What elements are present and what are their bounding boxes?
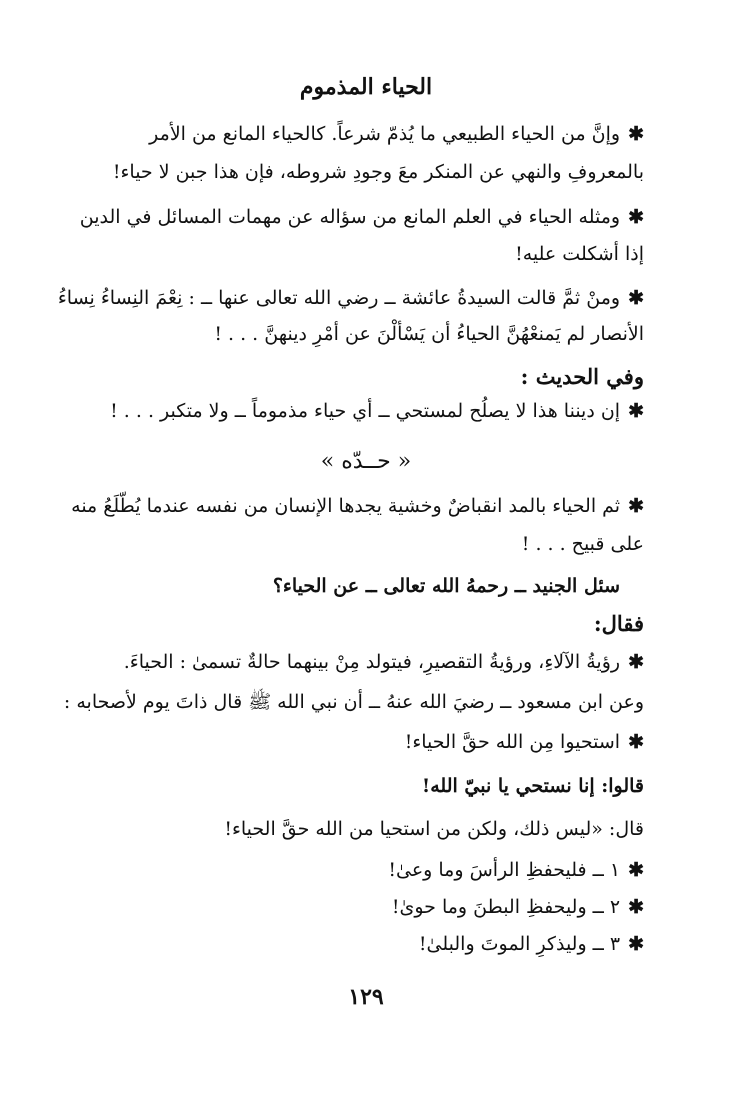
text-line-8: ✱إن ديننا هذا لا يصلُح لمستحي ــ أي حياء مذموماً ــ ولا متكبر . . . ! <box>110 400 644 422</box>
bullet-icon: ✱ <box>628 287 644 309</box>
list-item-2: ✱٢ ــ وليحفظِ البطنَ وما حوىٰ! <box>391 896 644 918</box>
section-separator: « حــدّه » <box>320 449 412 474</box>
bullet-icon: ✱ <box>628 651 644 673</box>
bullet-icon: ✱ <box>628 400 644 422</box>
text-line-10: ✱ثم الحياء بالمد انقباضٌ وخشية يجدها الإنسان من نفسه عندما يُطّلَعُ منه <box>71 495 644 517</box>
text-line-14: ✱رؤيةُ الآلاءِ، ورؤيةُ التقصيرِ، فيتولد مِنْ بينهما حالةٌ تسمىٰ : الحياءَ. <box>123 651 644 673</box>
text-line-3: ✱ومثله الحياء في العلم المانع من سؤاله عن مهمات المسائل في الدين <box>79 206 644 228</box>
page-title: الحياء المذموم <box>299 74 433 100</box>
text-line-5: ✱ومنْ ثمَّ قالت السيدةُ عائشة ــ رضي الله تعالى عنها ــ : نِعْمَ النِساءُ نِساءُ <box>57 287 644 309</box>
bullet-icon: ✱ <box>628 123 644 145</box>
text-line-1: ✱وإنَّ من الحياء الطبيعي ما يُذمّ شرعاً. كالحياء المانع من الأمر <box>149 123 644 145</box>
text-line-6: الأنصار لم يَمنعْهُنَّ الحياءُ أن يَسْألْنَ عن أمْرِ دينهنَّ . . . ! <box>214 323 644 345</box>
section-heading-faqal: فقال: <box>593 611 644 636</box>
page-number: ١٢٩ <box>348 984 384 1010</box>
text-line-16: ✱استحيوا مِن الله حقَّ الحياء! <box>404 731 644 753</box>
text-line-4: إذا أشكلت عليه! <box>515 243 644 265</box>
text-line-2: بالمعروفِ والنهي عن المنكر معَ وجودِ شروطه، فإن هذا جبن لا حياء! <box>112 161 644 183</box>
section-heading-hadith: وفي الحديث : <box>520 364 644 389</box>
text-line-17: قالوا: إنا نستحي يا نبيّ الله! <box>421 775 644 797</box>
text-line-15: وعن ابن مسعود ــ رضيَ الله عنهُ ــ أن نبي الله ﷺ قال ذاتَ يوم لأصحابه : <box>63 691 644 713</box>
bullet-icon: ✱ <box>628 206 644 228</box>
bullet-icon: ✱ <box>628 495 644 517</box>
text-line-12: سئل الجنيد ــ رحمهُ الله تعالى ــ عن الحياء؟ <box>272 575 620 597</box>
bullet-icon: ✱ <box>628 859 644 881</box>
text-line-11: على قبيح . . . ! <box>521 533 644 555</box>
bullet-icon: ✱ <box>628 896 644 918</box>
bullet-icon: ✱ <box>628 731 644 753</box>
list-item-1: ✱١ ــ فليحفظِ الرأسَ وما وعىٰ! <box>388 859 644 881</box>
text-line-18: قال: «ليس ذلك، ولكن من استحيا من الله حقَّ الحياء! <box>224 818 644 840</box>
list-item-3: ✱٣ ــ وليذكرِ الموتَ والبلىٰ! <box>418 933 644 955</box>
bullet-icon: ✱ <box>628 933 644 955</box>
